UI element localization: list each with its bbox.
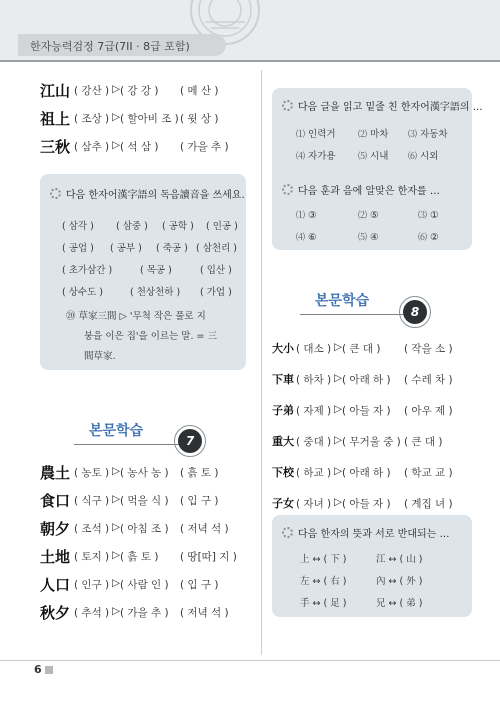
reading-answer: ( 상수도 ) xyxy=(62,287,103,298)
reading-answer: ( 죽공 ) xyxy=(156,243,188,254)
vocab-reading: ( 중대 ) xyxy=(296,436,332,448)
vocab-reading: ( 인구 ) xyxy=(74,579,110,591)
vocab-meaning-2: ( 학교 교 ) xyxy=(404,467,453,479)
vocab-hanja: 重大 xyxy=(272,435,294,448)
reading-note-line: 間草家. xyxy=(84,351,116,362)
vocab-row xyxy=(272,338,472,358)
flower-bullet-icon xyxy=(282,100,293,111)
arrow-icon: ▷ xyxy=(334,341,343,353)
vocab-meaning-1: ( 무거울 중 ) xyxy=(342,436,401,448)
hanja-option: ⑶ ① xyxy=(418,210,439,221)
vocab-row xyxy=(40,546,240,566)
vocab-meaning-1: ( 석 삼 ) xyxy=(120,141,159,153)
reading-answer: ( 공업 ) xyxy=(62,243,94,254)
opposite-panel-title-text: 다음 한자의 뜻과 서로 반대되는 … xyxy=(298,529,450,540)
vocab-row xyxy=(272,369,472,389)
arrow-icon: ▷ xyxy=(112,465,121,477)
vocab-row xyxy=(40,108,240,128)
reading-answer: ( 목공 ) xyxy=(140,265,172,276)
vocab-row xyxy=(272,431,472,451)
reading-answer: ( 초가삼간 ) xyxy=(62,265,113,276)
vocab-hanja: 下校 xyxy=(272,466,294,479)
section-7-heading: 본문학습 xyxy=(89,423,144,439)
arrow-icon: ▷ xyxy=(334,434,343,446)
vocab-row xyxy=(272,493,472,513)
vocab-meaning-1: ( 아들 자 ) xyxy=(342,498,391,510)
hanja-option: ⑷ ⑥ xyxy=(296,232,317,243)
opposite-pair: 兄 ↔ ( 弟 ) xyxy=(376,598,423,609)
hanja-option: ⑹ ② xyxy=(418,232,439,243)
vocab-reading: ( 강산 ) xyxy=(74,85,110,97)
vocab-row xyxy=(272,462,472,482)
vocab-meaning-1: ( 흙 토 ) xyxy=(120,551,159,563)
vocab-row xyxy=(40,136,240,156)
meaning-option: ⑹ 시외 xyxy=(408,151,439,162)
vocab-hanja: 農土 xyxy=(40,463,71,482)
opposite-pair: 內 ↔ ( 外 ) xyxy=(376,576,423,587)
meaning-panel-title-1-text: 다음 글을 읽고 밑줄 친 한자어漢字語의 … xyxy=(298,102,483,113)
vocab-hanja: 大小 xyxy=(272,342,294,355)
vocab-row xyxy=(40,518,240,538)
vocab-hanja: 食口 xyxy=(40,491,71,510)
reading-answer: ( 삼각 ) xyxy=(62,221,94,232)
column-divider xyxy=(261,70,262,655)
vocab-hanja: 朝夕 xyxy=(40,519,71,538)
arrow-icon: ▷ xyxy=(334,372,343,384)
reading-note-line: 붕을 이은 집'을 이르는 말. = 三 xyxy=(84,331,217,342)
meaning-panel-title-2-text: 다음 훈과 음에 알맞은 한자를 … xyxy=(298,186,440,197)
meaning-option: ⑷ 자가용 xyxy=(296,151,336,162)
vocab-meaning-1: ( 할아비 조 ) xyxy=(120,113,179,125)
footer-divider xyxy=(0,660,500,661)
vocab-meaning-2: ( 작을 소 ) xyxy=(404,343,453,355)
vocab-hanja: 人口 xyxy=(40,575,71,594)
meaning-option: ⑶ 자동차 xyxy=(408,129,448,140)
vocab-row xyxy=(40,462,240,482)
vocab-row xyxy=(40,574,240,594)
meaning-exercise-panel xyxy=(272,88,483,250)
flower-bullet-icon xyxy=(282,184,293,195)
vocab-reading: ( 식구 ) xyxy=(74,495,110,507)
opposite-panel-title xyxy=(282,525,449,540)
opposite-pair: 江 ↔ ( 山 ) xyxy=(376,554,423,565)
meaning-panel-title-1 xyxy=(282,98,483,113)
vocab-reading: ( 삼추 ) xyxy=(74,141,110,153)
opposite-exercise-panel xyxy=(272,515,472,617)
vocab-reading: ( 하차 ) xyxy=(296,374,332,386)
vocab-hanja: 秋夕 xyxy=(40,603,71,622)
vocab-hanja: 三秋 xyxy=(40,137,71,156)
arrow-icon: ▷ xyxy=(112,111,121,123)
vocab-reading: ( 토지 ) xyxy=(74,551,110,563)
header-divider xyxy=(0,60,500,62)
reading-answer: ( 공부 ) xyxy=(110,243,142,254)
vocab-meaning-2: ( 계집 녀 ) xyxy=(404,498,453,510)
flower-bullet-icon xyxy=(282,527,293,538)
vocab-reading: ( 대소 ) xyxy=(296,343,332,355)
hanja-option: ⑸ ④ xyxy=(358,232,379,243)
vocab-row xyxy=(40,490,240,510)
vocab-reading: ( 자녀 ) xyxy=(296,498,332,510)
vocab-reading: ( 조상 ) xyxy=(74,113,110,125)
vocab-meaning-2: ( 큰 대 ) xyxy=(404,436,443,448)
vocab-hanja: 江山 xyxy=(40,81,71,100)
vocab-meaning-1: ( 아들 자 ) xyxy=(342,405,391,417)
vocab-meaning-1: ( 가을 추 ) xyxy=(120,607,169,619)
reading-panel-title xyxy=(50,186,245,201)
vocab-row xyxy=(40,80,240,100)
reading-note-line: ⑳ 草家三間 ▷ '무척 작은 풀로 지 xyxy=(66,311,206,322)
vocab-hanja: 子弟 xyxy=(272,404,294,417)
reading-exercise-panel xyxy=(40,174,246,370)
vocab-meaning-2: ( 윗 상 ) xyxy=(180,113,219,125)
arrow-icon: ▷ xyxy=(112,577,121,589)
arrow-icon: ▷ xyxy=(112,605,121,617)
arrow-icon: ▷ xyxy=(334,465,343,477)
vocab-meaning-2: ( 저녁 석 ) xyxy=(180,607,229,619)
vocab-meaning-2: ( 가을 추 ) xyxy=(180,141,229,153)
vocab-meaning-2: ( 입 구 ) xyxy=(180,495,219,507)
vocab-reading: ( 추석 ) xyxy=(74,607,110,619)
section-7-rule xyxy=(74,444,184,445)
hanja-option: ⑵ ⑤ xyxy=(358,210,379,221)
opposite-pair: 左 ↔ ( 右 ) xyxy=(300,576,347,587)
reading-answer: ( 삼중 ) xyxy=(116,221,148,232)
flower-bullet-icon xyxy=(50,188,61,199)
reading-answer: ( 공학 ) xyxy=(162,221,194,232)
meaning-panel-title-2 xyxy=(282,182,440,197)
vocab-meaning-1: ( 농사 농 ) xyxy=(120,467,169,479)
vocab-meaning-1: ( 아침 조 ) xyxy=(120,523,169,535)
reading-answer: ( 인공 ) xyxy=(206,221,238,232)
reading-answer: ( 삼천리 ) xyxy=(196,243,237,254)
vocab-meaning-2: ( 아우 제 ) xyxy=(404,405,453,417)
vocab-meaning-2: ( 저녁 석 ) xyxy=(180,523,229,535)
vocab-reading: ( 조석 ) xyxy=(74,523,110,535)
vocab-hanja: 祖上 xyxy=(40,109,71,128)
opposite-pair: 手 ↔ ( 足 ) xyxy=(300,598,347,609)
vocab-meaning-2: ( 메 산 ) xyxy=(180,85,219,97)
section-8-heading: 본문학습 xyxy=(315,293,370,309)
meaning-option: ⑴ 인력거 xyxy=(296,129,336,140)
page-number: 6 xyxy=(34,663,42,676)
arrow-icon: ▷ xyxy=(112,521,121,533)
vocab-meaning-1: ( 사람 인 ) xyxy=(120,579,169,591)
vocab-meaning-2: ( 입 구 ) xyxy=(180,579,219,591)
section-8-badge: 8 xyxy=(403,300,427,324)
hanja-option: ⑴ ③ xyxy=(296,210,317,221)
arrow-icon: ▷ xyxy=(112,139,121,151)
vocab-meaning-2: ( 땅[따] 지 ) xyxy=(180,551,237,563)
vocab-meaning-2: ( 수레 차 ) xyxy=(404,374,453,386)
meaning-option: ⑵ 마차 xyxy=(358,129,389,140)
reading-answer: ( 입산 ) xyxy=(200,265,232,276)
section-7-badge: 7 xyxy=(178,429,202,453)
vocab-meaning-1: ( 큰 대 ) xyxy=(342,343,381,355)
header-title: 한자능력검정 7급(7II · 8급 포함) xyxy=(30,40,190,53)
reading-answer: ( 가업 ) xyxy=(200,287,232,298)
arrow-icon: ▷ xyxy=(334,403,343,415)
vocab-hanja: 土地 xyxy=(40,547,71,566)
vocab-reading: ( 자제 ) xyxy=(296,405,332,417)
opposite-pair: 上 ↔ ( 下 ) xyxy=(300,554,347,565)
vocab-row xyxy=(272,400,472,420)
arrow-icon: ▷ xyxy=(334,496,343,508)
vocab-hanja: 子女 xyxy=(272,497,294,510)
arrow-icon: ▷ xyxy=(112,493,121,505)
vocab-meaning-1: ( 강 강 ) xyxy=(120,85,159,97)
section-8-rule xyxy=(300,314,410,315)
page-marker xyxy=(45,666,53,674)
vocab-reading: ( 하교 ) xyxy=(296,467,332,479)
reading-answer: ( 천상천하 ) xyxy=(130,287,181,298)
meaning-option: ⑸ 시내 xyxy=(358,151,389,162)
vocab-row xyxy=(40,602,240,622)
vocab-hanja: 下車 xyxy=(272,373,294,386)
vocab-meaning-2: ( 흙 토 ) xyxy=(180,467,219,479)
vocab-meaning-1: ( 먹을 식 ) xyxy=(120,495,169,507)
vocab-meaning-1: ( 아래 하 ) xyxy=(342,467,391,479)
arrow-icon: ▷ xyxy=(112,549,121,561)
vocab-reading: ( 농토 ) xyxy=(74,467,110,479)
vocab-meaning-1: ( 아래 하 ) xyxy=(342,374,391,386)
reading-panel-title-text: 다음 한자어漢字語의 독음讀音을 쓰세요. xyxy=(66,190,245,201)
arrow-icon: ▷ xyxy=(112,83,121,95)
